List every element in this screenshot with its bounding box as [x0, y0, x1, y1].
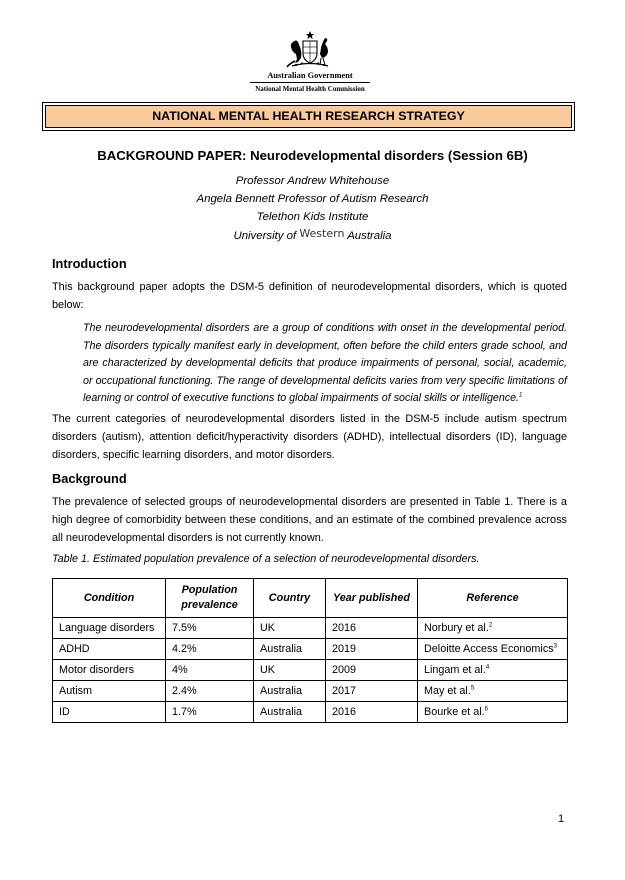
header-reference: Reference: [418, 579, 568, 618]
table-row: [53, 660, 568, 681]
prevalence-table: [52, 578, 568, 723]
dsm5-quote: [83, 320, 567, 408]
cell-reference: [418, 702, 568, 723]
university-mid: Western: [299, 227, 345, 240]
reference-footnote: 6: [484, 706, 488, 713]
cell-condition: Language disorders: [53, 618, 166, 639]
cell-year: 2019: [326, 639, 418, 660]
header-prevalence: Population prevalence: [166, 579, 254, 618]
cell-prevalence: 1.7%: [166, 702, 254, 723]
cell-year: 2016: [326, 702, 418, 723]
introduction-heading: Introduction: [52, 256, 127, 271]
strategy-banner: [42, 102, 575, 131]
cell-reference: [418, 681, 568, 702]
background-heading: Background: [52, 471, 127, 486]
cell-reference: [418, 618, 568, 639]
cell-reference: [418, 639, 568, 660]
commission-name: National Mental Health Commission: [255, 85, 365, 93]
cell-reference: [418, 660, 568, 681]
header-rule: [250, 82, 370, 83]
footnote-ref: 1: [519, 392, 523, 399]
cell-prevalence: 4.2%: [166, 639, 254, 660]
coat-of-arms-icon: [284, 30, 336, 70]
cell-country: Australia: [254, 639, 326, 660]
reference-text: May et al.: [424, 685, 471, 697]
government-name: Australian Government: [267, 71, 353, 80]
table-header-row: [53, 579, 568, 618]
cell-country: UK: [254, 618, 326, 639]
reference-footnote: 5: [470, 685, 475, 692]
paper-title: BACKGROUND PAPER: Neurodevelopmental disorders (Session 6B): [97, 148, 528, 163]
cell-condition: ADHD: [53, 639, 166, 660]
reference-footnote: 2: [488, 622, 493, 629]
table-row: [53, 618, 568, 639]
header-year: Year published: [326, 579, 418, 618]
cell-condition: Motor disorders: [53, 660, 166, 681]
table-row: [53, 702, 568, 723]
cell-country: Australia: [254, 681, 326, 702]
table-caption: Table 1. Estimated population prevalence of a selection of neurodevelopmental disorders.: [52, 553, 480, 565]
page-number: 1: [558, 813, 565, 825]
cell-year: 2016: [326, 618, 418, 639]
university-prefix: University of: [233, 230, 297, 242]
reference-text: Lingam et al.: [424, 664, 486, 676]
cell-country: UK: [254, 660, 326, 681]
reference-text: Deloitte Access Economics: [424, 643, 554, 655]
cell-prevalence: 7.5%: [166, 618, 254, 639]
reference-footnote: 3: [553, 643, 557, 650]
university-suffix: Australia: [347, 230, 392, 242]
reference-text: Norbury et al.: [424, 622, 489, 634]
author-university: [0, 229, 625, 242]
author-name: Professor Andrew Whitehouse: [235, 175, 390, 187]
cell-condition: ID: [53, 702, 166, 723]
header-condition: Condition: [53, 579, 166, 618]
reference-footnote: 4: [485, 664, 490, 671]
cell-prevalence: 4%: [166, 660, 254, 681]
reference-text: Bourke et al.: [424, 706, 485, 718]
cell-prevalence: 2.4%: [166, 681, 254, 702]
banner-title: NATIONAL MENTAL HEALTH RESEARCH STRATEGY: [45, 105, 572, 128]
cell-country: Australia: [254, 702, 326, 723]
cell-condition: Autism: [53, 681, 166, 702]
background-paragraph: The prevalence of selected groups of neurodevelopmental disorders are presented in Table 1. There is a high degree of comorbidity between these conditions, and an estimate of the combined prevalence across all neurodevelopmental disorders is not currently known.: [52, 496, 567, 544]
cell-year: 2017: [326, 681, 418, 702]
author-institute: Telethon Kids Institute: [256, 211, 369, 223]
introduction-paragraph: This background paper adopts the DSM-5 definition of neurodevelopmental disorders, which is quoted below:: [52, 281, 567, 311]
quote-text: The neurodevelopmental disorders are a group of conditions with onset in the developmental period. The disorders typically manifest early in development, often before the child enters grade school, and are characterized by developmental deficits that produce impairments of personal, social, academic, or occupational functioning. The range of developmental deficits varies from very specific limitations of learning or control of executive functions to global impairments of social skills or intelligence.: [83, 322, 567, 405]
categories-paragraph: The current categories of neurodevelopmental disorders listed in the DSM-5 include autism spectrum disorders (autism), attention deficit/hyperactivity disorders (ADHD), intellectual disorders (ID), language disorders, specific learning disorders, and motor disorders.: [52, 413, 567, 461]
government-header: [250, 30, 370, 93]
table-row: [53, 639, 568, 660]
cell-year: 2009: [326, 660, 418, 681]
table-row: [53, 681, 568, 702]
author-role: Angela Bennett Professor of Autism Research: [196, 193, 429, 205]
header-country: Country: [254, 579, 326, 618]
